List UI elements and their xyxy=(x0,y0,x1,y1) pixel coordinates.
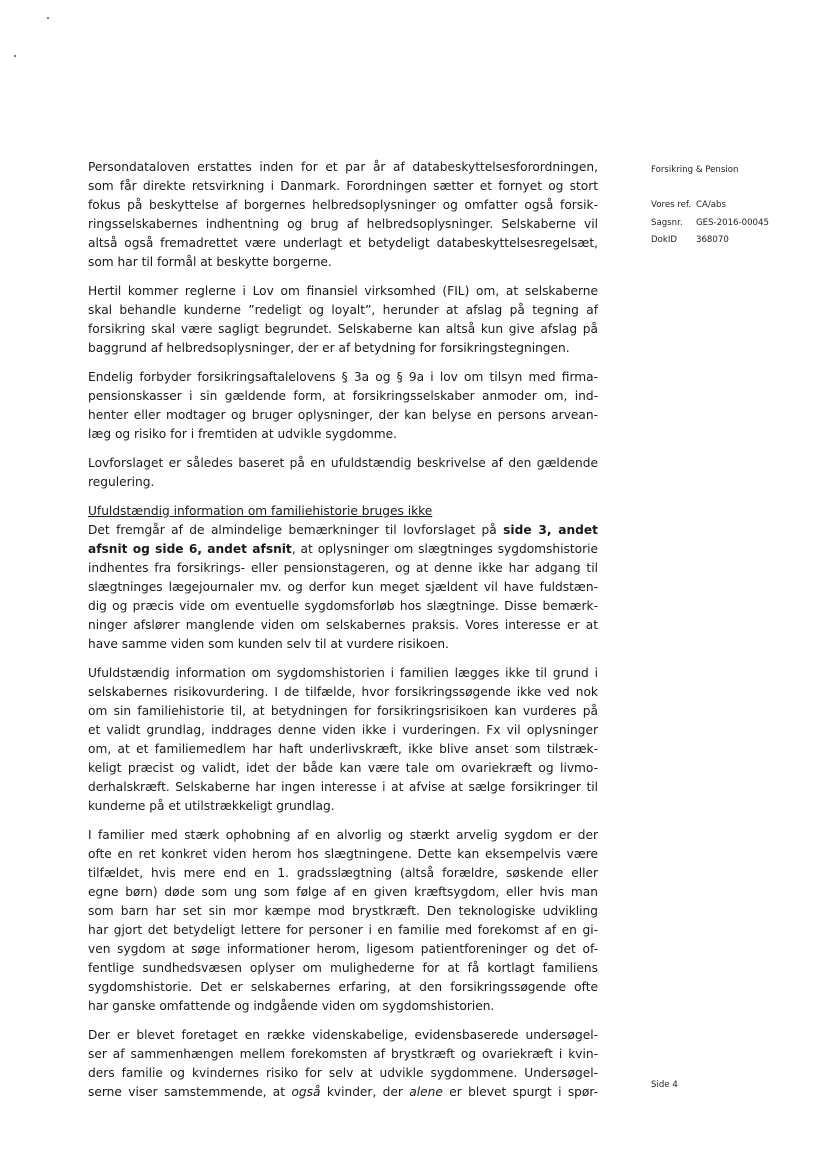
text-line xyxy=(88,215,598,234)
italic-text: også xyxy=(291,1085,321,1099)
text-line xyxy=(88,778,598,797)
text-segment: som har til formål at beskytte borgerne. xyxy=(88,255,332,269)
meta-value: GES-2016-00045 xyxy=(696,218,769,228)
text-line xyxy=(88,721,598,740)
text-segment: tilfældet, hvis mere end en 1. gradsslægtning (altså forældre, søskende eller xyxy=(88,866,598,880)
text-line xyxy=(88,301,598,320)
text-line xyxy=(88,559,598,578)
meta-label: DokID xyxy=(651,235,678,245)
text-line xyxy=(88,902,598,921)
text-line xyxy=(88,597,598,616)
text-segment: er blevet spurgt i spør- xyxy=(442,1085,598,1099)
text-line xyxy=(88,997,598,1016)
text-segment: ofte en ret konkret viden herom hos slægtningene. Dette kan eksempelvis være xyxy=(88,847,598,861)
text-segment: Persondataloven erstattes inden for et par år af databeskyttelsesforordningen, xyxy=(88,160,598,174)
page-number: Side 4 xyxy=(651,1080,678,1090)
text-line xyxy=(88,1045,598,1064)
scan-mark xyxy=(14,55,16,57)
text-line xyxy=(88,339,598,358)
bold-text: side 3, andet xyxy=(503,523,599,537)
text-line xyxy=(88,387,598,406)
text-line xyxy=(88,234,598,253)
text-segment: slægtninges lægejournaler mv. og derfor kun meget sjældent vil have fuldstæn- xyxy=(88,580,598,594)
text-line xyxy=(88,196,598,215)
text-line xyxy=(88,845,598,864)
text-line xyxy=(88,940,598,959)
text-segment: Det fremgår af de almindelige bemærkninger til lovforslaget på xyxy=(88,523,504,537)
text-segment: om sin familiehistorie til, at betydningen for forsikringsrisikoen kan vurderes på xyxy=(88,704,598,718)
text-segment: dig og præcis vide om eventuelle sygdomsforløb hos slægtninge. Disse bemærk- xyxy=(88,599,598,613)
text-segment: har gjort det betydeligt lettere for personer i en familie med forekomst af en gi- xyxy=(88,923,598,937)
text-segment: selskabernes risikovurdering. I de tilfælde, hvor forsikringssøgende ikke ved nok xyxy=(88,685,598,699)
paragraph xyxy=(88,664,598,816)
text-segment: ven sygdom at søge informationer herom, ligesom patientforeninger og det of- xyxy=(88,942,598,956)
text-segment: forsikring skal være sagligt begrundet. Selskaberne kan altså kun give afslag på xyxy=(88,322,598,336)
text-segment: derhalskræft. Selskaberne har ingen interesse i at afvise at sælge forsikringer til xyxy=(88,780,598,794)
document-body xyxy=(88,158,598,1112)
meta-reference xyxy=(651,200,726,210)
text-line xyxy=(88,978,598,997)
paragraph xyxy=(88,282,598,358)
paragraph xyxy=(88,454,598,492)
text-segment: keligt præcist og validt, idet der både kan være tale om ovariekræft og livmo- xyxy=(88,761,598,775)
text-segment: har ganske omfattende og indgående viden om sygdomshistorien. xyxy=(88,999,495,1013)
scan-mark xyxy=(47,17,49,19)
text-segment: Der er blevet foretaget en række videnskabelige, evidensbaserede undersøgel- xyxy=(88,1028,598,1042)
text-segment: Endelig forbyder forsikringsaftalelovens § 3a og § 9a i lov om tilsyn med firma- xyxy=(88,370,598,384)
meta-value: 368070 xyxy=(696,235,729,245)
text-segment: Hertil kommer reglerne i Lov om finansiel virksomhed (FIL) om, at selskaberne xyxy=(88,284,598,298)
text-segment: Ufuldstændig information om sygdomshistorien i familien lægges ikke til grund i xyxy=(88,666,598,680)
text-segment: baggrund af helbredsoplysninger, der er af betydning for forsikringstegningen. xyxy=(88,341,570,355)
text-line xyxy=(88,454,598,473)
paragraph xyxy=(88,826,598,1016)
text-segment: serne viser samstemmende, at xyxy=(88,1085,292,1099)
meta-label: Sagsnr. xyxy=(651,218,683,228)
text-line xyxy=(88,740,598,759)
meta-value: CA/abs xyxy=(696,200,726,210)
paragraph xyxy=(88,158,598,272)
paragraph xyxy=(88,368,598,444)
text-line xyxy=(88,1083,598,1102)
text-line xyxy=(88,368,598,387)
text-segment: læg og risiko for i fremtiden at udvikle sygdomme. xyxy=(88,427,398,441)
text-line xyxy=(88,864,598,883)
italic-text: alene xyxy=(409,1085,443,1099)
text-segment: indhentes fra forsikrings- eller pensionstageren, og at denne ikke har adgang til xyxy=(88,561,598,575)
text-segment: ninger afslører manglende viden om selskabernes praksis. Vores interesse er at xyxy=(88,618,598,632)
text-segment: ringsselskabernes indhentning og brug af helbredsoplysninger. Selskaberne vil xyxy=(88,217,598,231)
text-line xyxy=(88,883,598,902)
text-segment: have samme viden som kunden selv til at vurdere risikoen. xyxy=(88,637,449,651)
text-segment: fokus på beskyttelse af borgernes helbredsoplysninger og omfatter også forsik- xyxy=(88,198,598,212)
text-line xyxy=(88,616,598,635)
text-segment: ders familie og kvindernes risiko for selv at udvikle sygdommene. Undersøgel- xyxy=(88,1066,598,1080)
text-segment: Lovforslaget er således baseret på en ufuldstændig beskrivelse af den gældende xyxy=(88,456,598,470)
meta-doc-id xyxy=(651,235,729,245)
text-segment: skal behandle kunderne ”redeligt og loyalt”, herunder at afslag på tegning af xyxy=(88,303,598,317)
text-line xyxy=(88,425,598,444)
text-line xyxy=(88,540,598,559)
text-segment: ser af sammenhængen mellem forekomsten af brystkræft og ovariekræft i kvin- xyxy=(88,1047,598,1061)
text-line xyxy=(88,521,598,540)
bold-text: afsnit og side 6, andet afsnit xyxy=(88,542,292,556)
text-segment: , at oplysninger om slægtninges sygdomshistorie xyxy=(291,542,598,556)
text-line xyxy=(88,158,598,177)
text-line xyxy=(88,578,598,597)
text-segment: pensionskasser i sin gældende form, at forsikringsselskaber anmoder om, ind- xyxy=(88,389,598,403)
text-line xyxy=(88,473,598,492)
paragraph xyxy=(88,502,598,654)
text-segment: som får direkte retsvirkning i Danmark. Forordningen sætter et fornyet og stort xyxy=(88,179,598,193)
text-line xyxy=(88,253,598,272)
text-segment: sygdomshistorie. Det er selskabernes erfaring, at den forsikringssøgende ofte xyxy=(88,980,598,994)
section-heading: Ufuldstændig information om familiehistorie bruges ikke xyxy=(88,504,433,518)
text-segment: altså også fremadrettet være underlagt et betydeligt databeskyttelsesregelsæt, xyxy=(88,236,598,250)
text-line xyxy=(88,702,598,721)
text-line xyxy=(88,282,598,301)
text-line xyxy=(88,320,598,339)
organization-name: Forsikring & Pension xyxy=(651,165,739,175)
meta-case-number xyxy=(651,218,769,228)
text-line xyxy=(88,635,598,654)
text-segment: kvinder, der xyxy=(320,1085,410,1099)
text-line xyxy=(88,826,598,845)
text-line xyxy=(88,921,598,940)
text-line xyxy=(88,664,598,683)
text-segment: som barn har set sin mor kæmpe mod brystkræft. Den teknologiske udvikling xyxy=(88,904,598,918)
paragraph xyxy=(88,1026,598,1102)
text-line xyxy=(88,1026,598,1045)
text-line xyxy=(88,406,598,425)
text-segment: et validt grundlag, inddrages denne viden ikke i vurderingen. Fx vil oplysninger xyxy=(88,723,598,737)
text-segment: henter eller modtager og bruger oplysninger, der kan belyse en persons arvean- xyxy=(88,408,598,422)
text-line xyxy=(88,177,598,196)
text-line xyxy=(88,759,598,778)
text-line xyxy=(88,1064,598,1083)
text-line xyxy=(88,959,598,978)
text-segment: om, at et familiemedlem har haft underlivskræft, ikke blive anset som tilstræk- xyxy=(88,742,598,756)
text-line xyxy=(88,797,598,816)
meta-label: Vores ref. xyxy=(651,200,692,210)
text-segment: kunderne på et utilstrækkeligt grundlag. xyxy=(88,799,335,813)
text-segment: I familier med stærk ophobning af en alvorlig og stærkt arvelig sygdom er der xyxy=(88,828,598,842)
text-segment: regulering. xyxy=(88,475,155,489)
text-segment: egne børn) døde som ung som følge af en given kræftsygdom, eller hvis man xyxy=(88,885,598,899)
text-segment: fentlige sundhedsvæsen oplyser om mulighederne for at få kortlagt familiens xyxy=(88,961,598,975)
text-line xyxy=(88,683,598,702)
